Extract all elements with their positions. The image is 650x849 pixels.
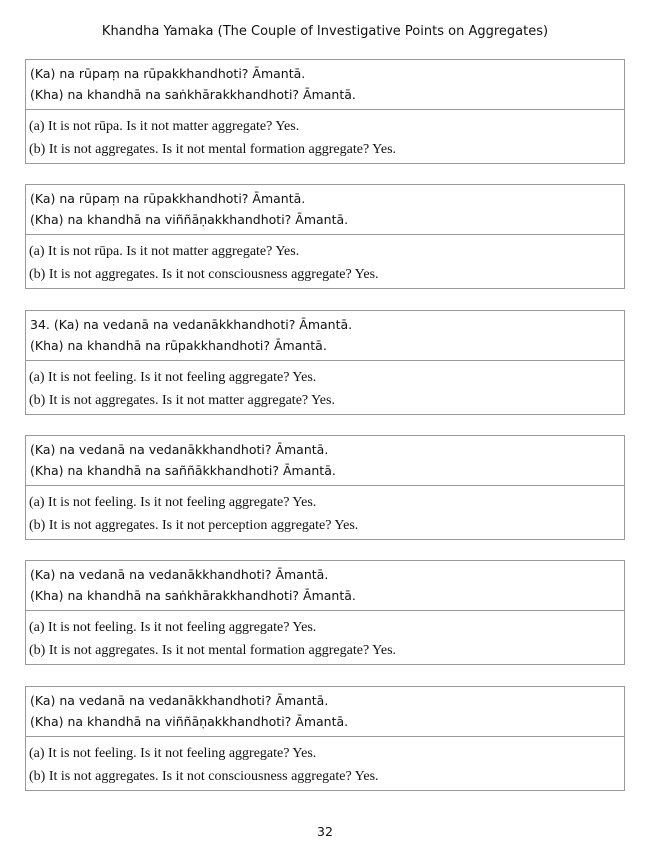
pali-line-kha: (Kha) na khandhā na viññāṇakkhandhoti? Āmantā. [30, 714, 349, 729]
page-header: Khandha Yamaka (The Couple of Investigative Points on Aggregates) [101, 24, 549, 39]
question-block [25, 435, 625, 540]
english-translation [26, 611, 624, 664]
pali-line-kha: (Kha) na khandhā na saṅkhārakkhandhoti? Āmantā. [30, 588, 356, 603]
pali-line-kha: (Kha) na khandhā na saññākkhandhoti? Āmantā. [30, 463, 336, 478]
english-line-b: (b) It is not aggregates. Is it not matter aggregate? Yes. [29, 393, 335, 408]
english-line-b: (b) It is not aggregates. Is it not mental formation aggregate? Yes. [29, 643, 397, 658]
pali-line-ka: (Ka) na vedanā na vedanākkhandhoti? Āmantā. [30, 693, 329, 708]
pali-text [26, 561, 624, 611]
english-line-b: (b) It is not aggregates. Is it not consciousness aggregate? Yes. [29, 267, 379, 282]
english-line-a: (a) It is not feeling. Is it not feeling aggregate? Yes. [29, 620, 317, 635]
english-line-b: (b) It is not aggregates. Is it not perception aggregate? Yes. [29, 518, 359, 533]
english-translation [26, 361, 624, 414]
english-translation [26, 110, 624, 163]
pali-text [26, 436, 624, 486]
question-block [25, 310, 625, 415]
question-block [25, 686, 625, 791]
pali-text [26, 687, 624, 737]
pali-line-kha: (Kha) na khandhā na viññāṇakkhandhoti? Āmantā. [30, 212, 349, 227]
english-line-a: (a) It is not rūpa. Is it not matter aggregate? Yes. [29, 119, 300, 134]
pali-text [26, 60, 624, 110]
question-block [25, 560, 625, 665]
pali-line-ka: (Ka) na vedanā na vedanākkhandhoti? Āmantā. [30, 442, 329, 457]
page-number: 32 [317, 824, 333, 839]
pali-line-ka: (Ka) na rūpaṃ na rūpakkhandhoti? Āmantā. [30, 66, 306, 81]
english-line-a: (a) It is not feeling. Is it not feeling aggregate? Yes. [29, 746, 317, 761]
pali-line-kha: (Kha) na khandhā na saṅkhārakkhandhoti? Āmantā. [30, 87, 356, 102]
pali-text [26, 311, 624, 361]
english-translation [26, 486, 624, 539]
pali-text [26, 185, 624, 235]
pali-line-ka: (Ka) na rūpaṃ na rūpakkhandhoti? Āmantā. [30, 191, 306, 206]
question-block [25, 59, 625, 164]
english-line-a: (a) It is not feeling. Is it not feeling aggregate? Yes. [29, 370, 317, 385]
pali-line-kha: (Kha) na khandhā na rūpakkhandhoti? Āmantā. [30, 338, 327, 353]
english-line-b: (b) It is not aggregates. Is it not consciousness aggregate? Yes. [29, 769, 379, 784]
english-line-b: (b) It is not aggregates. Is it not mental formation aggregate? Yes. [29, 142, 397, 157]
english-translation [26, 737, 624, 790]
question-block [25, 184, 625, 289]
english-translation [26, 235, 624, 288]
pali-line-ka: 34. (Ka) na vedanā na vedanākkhandhoti? Āmantā. [30, 317, 353, 332]
english-line-a: (a) It is not feeling. Is it not feeling aggregate? Yes. [29, 495, 317, 510]
english-line-a: (a) It is not rūpa. Is it not matter aggregate? Yes. [29, 244, 300, 259]
pali-line-ka: (Ka) na vedanā na vedanākkhandhoti? Āmantā. [30, 567, 329, 582]
